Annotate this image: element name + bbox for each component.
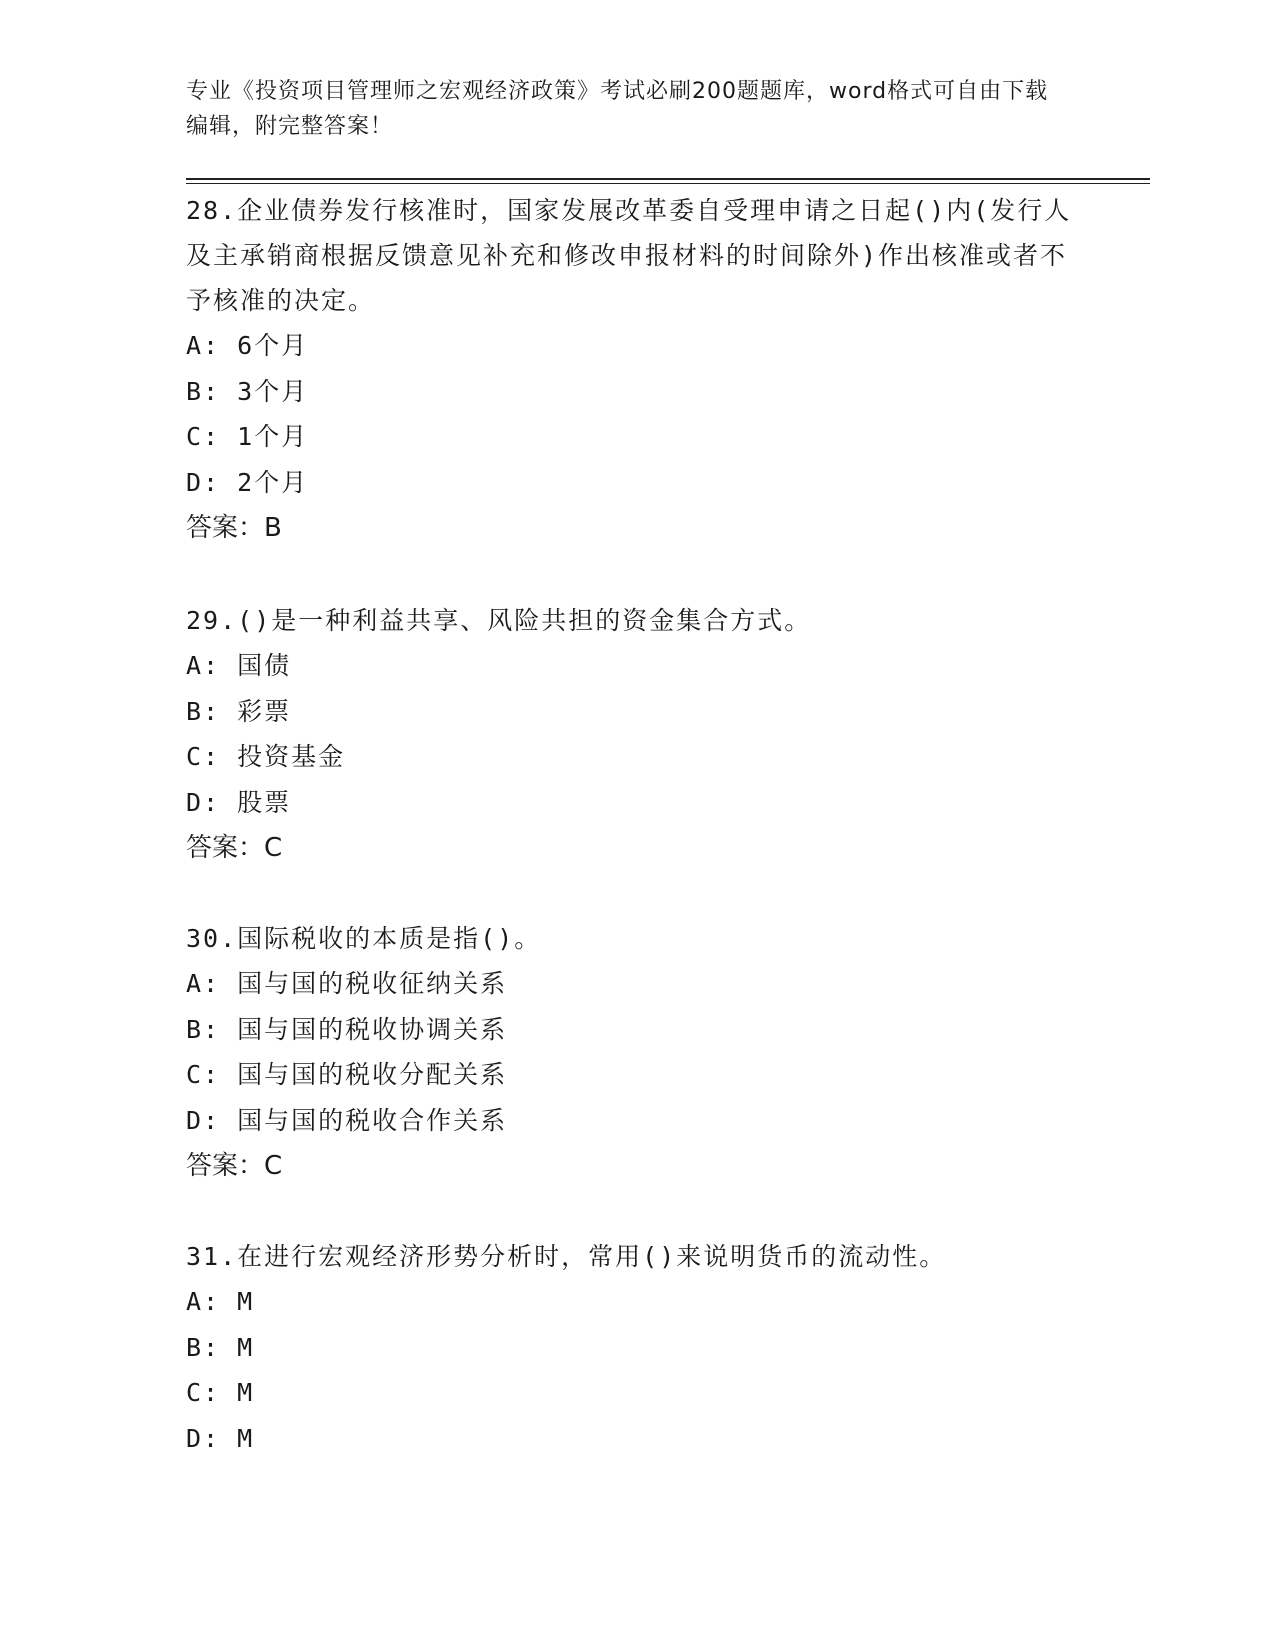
option-d: D: 国与国的税收合作关系 — [186, 1105, 508, 1135]
answer: 答案：C — [186, 833, 283, 863]
option-b: B: 3个月 — [186, 376, 309, 406]
document-intro: 专业《投资项目管理师之宏观经济政策》考试必刷200题题库，word格式可自由下载编辑，附完整答案！ — [186, 79, 1049, 139]
option-b: B: 彩票 — [186, 696, 292, 726]
option-b: B: M — [186, 1332, 255, 1362]
question-text: 31.在进行宏观经济形势分析时，常用()来说明货币的流动性。 — [186, 1242, 947, 1271]
question-31 — [186, 1234, 1086, 1461]
option-c: C: 1个月 — [186, 422, 309, 451]
option-a: A: 国债 — [186, 651, 292, 680]
header-divider — [186, 178, 1150, 180]
option-c: C: 国与国的税收分配关系 — [186, 1060, 508, 1089]
option-a: A: 国与国的税收征纳关系 — [186, 969, 508, 998]
header-divider-thin — [186, 183, 1150, 184]
option-c: C: 投资基金 — [186, 742, 346, 771]
answer: 答案：B — [186, 513, 282, 543]
option-c: C: M — [186, 1378, 255, 1407]
option-a: A: 6个月 — [186, 331, 309, 360]
option-d: D: M — [186, 1423, 255, 1453]
option-d: D: 股票 — [186, 787, 292, 817]
question-text: 29.()是一种利益共享、风险共担的资金集合方式。 — [186, 606, 812, 635]
question-28 — [186, 188, 1086, 551]
option-b: B: 国与国的税收协调关系 — [186, 1014, 508, 1044]
answer: 答案：C — [186, 1151, 283, 1181]
option-d: D: 2个月 — [186, 467, 309, 497]
question-30 — [186, 916, 1086, 1189]
option-a: A: M — [186, 1287, 255, 1316]
question-text: 30.国际税收的本质是指()。 — [186, 924, 542, 953]
question-text: 28.企业债券发行核准时，国家发展改革委自受理申请之日起()内(发行人及主承销商根据反馈意见补充和修改申报材料的时间除外)作出核准或者不予核准的决定。 — [186, 196, 1072, 315]
question-29 — [186, 598, 1086, 871]
